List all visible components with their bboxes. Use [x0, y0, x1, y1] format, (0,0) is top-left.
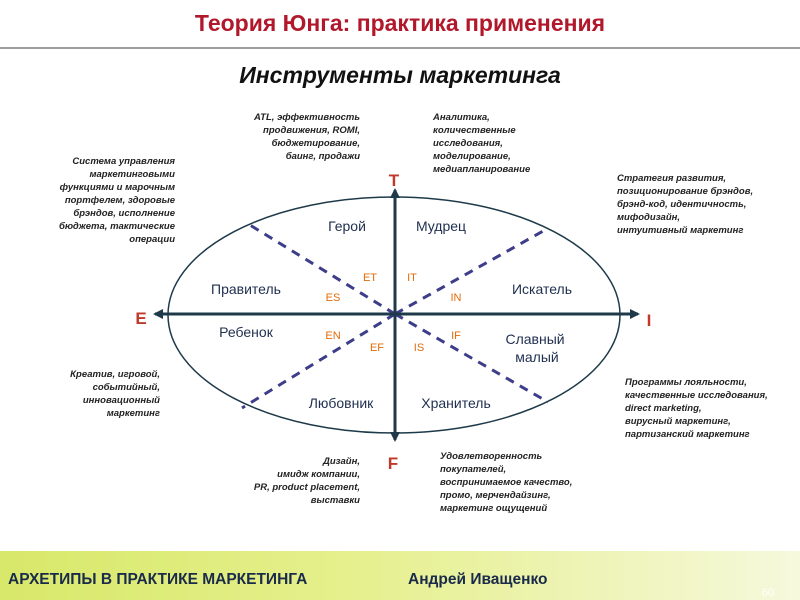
diagram-subtitle: Инструменты маркетинга	[239, 62, 561, 88]
axis-label-e: E	[135, 309, 147, 328]
archetype-ruler: Правитель	[211, 281, 281, 297]
footer-course-title: АРХЕТИПЫ В ПРАКТИКЕ МАРКЕТИНГА	[8, 571, 308, 588]
note-lower-left: Креатив, игровой, событийный, инновационный маркетинг	[70, 369, 160, 419]
note-top-right: Аналитика, количественные исследования, моделирование, медиапланирование	[433, 112, 531, 175]
note-top-left: ATL, эффективность продвижения, ROMI, бюджетирование, баинг, продажи	[254, 112, 360, 162]
archetype-child: Ребенок	[219, 324, 273, 340]
code-ef: EF	[369, 342, 385, 354]
page-title: Теория Юнга: практика применения	[194, 10, 606, 36]
archetype-sage: Мудрец	[415, 218, 467, 234]
page-number: 60	[761, 587, 774, 599]
note-upper-left: Система управления маркетинговыми функциями и марочным портфелем, здоровые брэндов, исполнение бюджета, тактические операции	[58, 156, 175, 245]
axis-label-t: T	[388, 171, 400, 190]
note-lower-right: Программы лояльности, качественные исследования, direct marketing, вирусный маркетинг, партизанский маркетинг	[625, 377, 768, 440]
diagonal-nw	[245, 222, 395, 314]
code-it: IT	[407, 272, 417, 284]
note-upper-right: Стратегия развития, позиционирование брэндов, брэнд-код, идентичность, мифодизайн, интуитивный маркетинг	[617, 173, 754, 236]
archetype-lover: Любовник	[308, 395, 374, 411]
archetype-keeper: Хранитель	[421, 395, 491, 411]
footer-bar	[0, 551, 800, 600]
archetype-hero: Герой	[328, 218, 366, 234]
diagonal-ne	[395, 230, 545, 314]
archetype-seeker: Искатель	[511, 281, 573, 297]
archetype-nice-guy: Славный малый	[505, 331, 565, 365]
code-if: IF	[451, 330, 461, 342]
code-en: EN	[325, 330, 341, 342]
code-es: ES	[325, 292, 341, 304]
axis-label-f: F	[387, 454, 399, 473]
code-is: IS	[413, 342, 425, 354]
footer-author: Андрей Иващенко	[408, 571, 548, 588]
note-bottom-right: Удовлетворенность покупателей, воспринимаемое качество, промо, мерчендайзинг, маркетинг ощущений	[440, 451, 573, 514]
code-et: ET	[362, 272, 378, 284]
axis-label-i: I	[646, 311, 652, 330]
note-bottom-left: Дизайн, имидж компании, PR, product placement, выставки	[253, 456, 360, 506]
code-in: IN	[450, 292, 462, 304]
